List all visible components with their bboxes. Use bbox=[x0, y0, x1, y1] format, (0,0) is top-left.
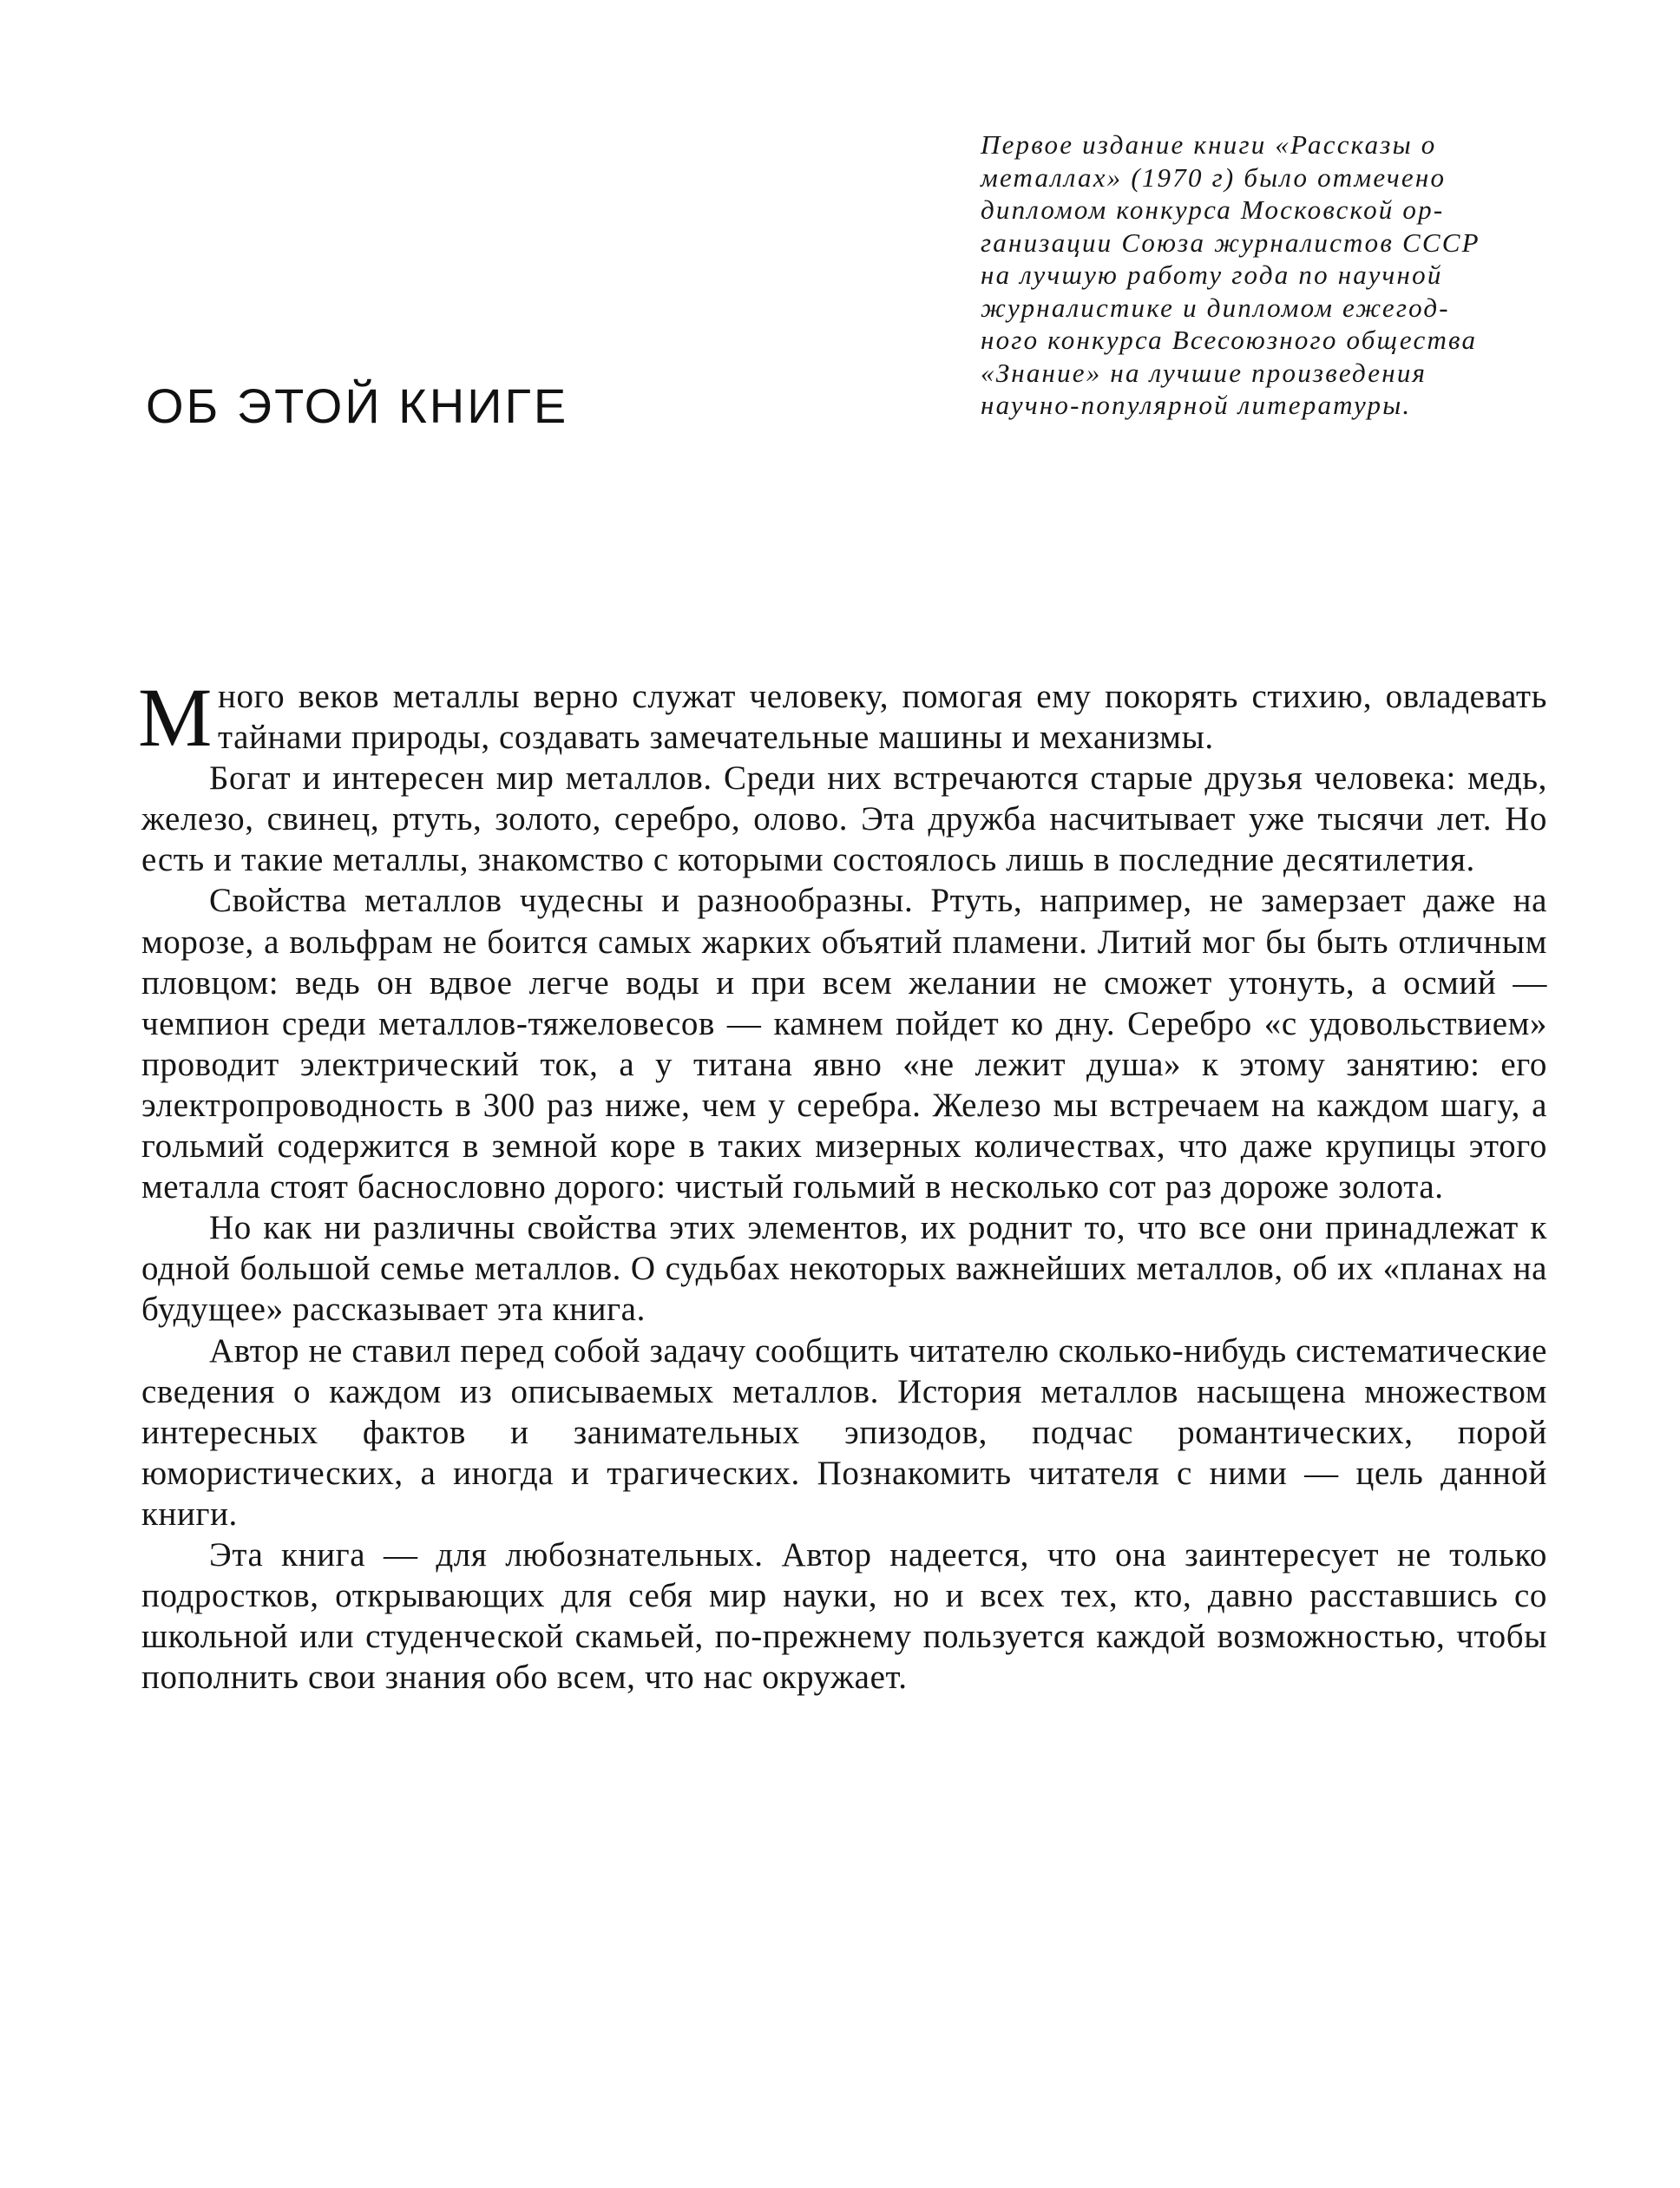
paragraph: Автор не ставил перед собой задачу сообщить читателю сколько-нибудь систематические сведения о каждом из описываемых металлов. История металлов насыщена множеством интересных фактов и занимательных эпизодов, подчас романтических, порой юмористических, а иногда и трагических. Познакомить читателя с ними — цель данной книги. bbox=[141, 1331, 1547, 1533]
epigraph-line: дипломом конкурса Московской ор- bbox=[981, 194, 1445, 225]
epigraph-line: на лучшую работу года по научной bbox=[981, 260, 1443, 290]
paragraph bbox=[138, 671, 1547, 764]
epigraph bbox=[981, 128, 1545, 422]
epigraph-line: ганизации Союза журналистов СССР bbox=[981, 227, 1480, 258]
paragraph-text: ного веков металлы верно служат человеку, помогая ему покорять стихию, овладевать тайнами природы, создавать замечательные машины и механизмы. bbox=[217, 678, 1547, 757]
paragraph: Эта книга — для любознательных. Автор надеется, что она заинтересует не только подростков, открывающих для себя мир науки, но и всех тех, кто, давно расставшись со школьной или студенческой скамьей, по-прежнему пользуется каждой возможностью, чтобы пополнить свои знания обо всем, что нас окружает. bbox=[141, 1535, 1547, 1697]
epigraph-line: «Знание» на лучшие произведения bbox=[981, 357, 1427, 388]
epigraph-line: ного конкурса Всесоюзного общества bbox=[981, 325, 1478, 355]
paragraph: Богат и интересен мир металлов. Среди них встречаются старые друзья человека: медь, железо, свинец, ртуть, золото, серебро, олово. Эта дружба насчитывает уже тысячи лет. Но есть и такие металлы, знакомство с которыми состоялось лишь в последние десятилетия. bbox=[141, 759, 1547, 879]
epigraph-line: журналистике и дипломом ежегод- bbox=[981, 292, 1450, 323]
page-title: ОБ ЭТОЙ КНИГЕ bbox=[146, 378, 569, 433]
drop-cap: М bbox=[138, 671, 213, 764]
paragraph: Но как ни различны свойства этих элементов, их роднит то, что все они принадлежат к одной большой семье металлов. О судьбах некоторых важнейших металлов, об их «планах на будущее» рассказывает эта книга. bbox=[141, 1209, 1547, 1329]
body-text bbox=[138, 671, 1547, 1698]
paragraph: Свойства металлов чудесны и разнообразны. Ртуть, например, не замерзает даже на морозе, а вольфрам не боится самых жарких объятий пламени. Литий мог бы быть отличным пловцом: ведь он вдвое легче воды и при всем желании не сможет утонуть, а осмий — чемпион среди металлов-тяжеловесов — камнем пойдет ко дну. Серебро «с удовольствием» проводит электрический ток, а у титана явно «не лежит душа» к этому занятию: его электропроводность в 300 раз ниже, чем у серебра. Железо мы встречаем на каждом шагу, а гольмий содержится в земной коре в таких мизерных количествах, что даже крупицы этого металла стоят баснословно дорого: чистый гольмий в несколько сот раз дороже золота. bbox=[141, 882, 1547, 1206]
epigraph-line: научно-популярной литературы. bbox=[981, 390, 1412, 420]
epigraph-line: металлах» (1970 г) было отмечено bbox=[981, 161, 1447, 193]
epigraph-line: Первое издание книги «Рассказы о bbox=[981, 129, 1437, 160]
